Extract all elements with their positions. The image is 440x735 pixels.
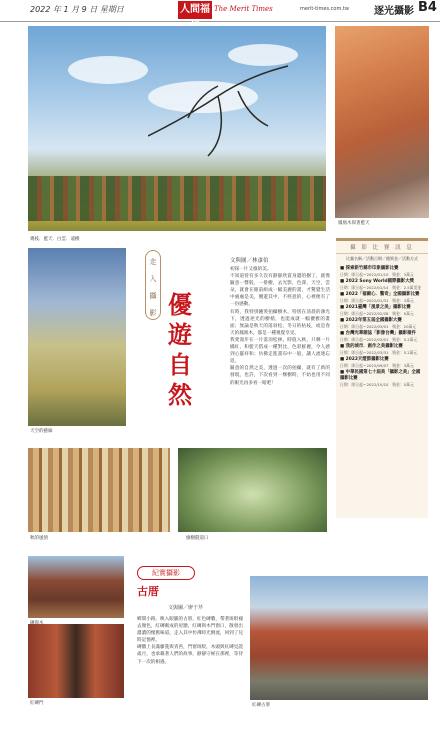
- contest-item: ■ 2022天燈節攝影比賽 日期：即日起～2022/09/07 獎金：3萬元: [340, 357, 414, 368]
- photo-landscape-trees: [28, 26, 326, 231]
- feature-title: 優遊自然: [168, 290, 192, 409]
- caption-tree-tunnel: 綠樹隧道口: [186, 536, 209, 541]
- photo-autumn-trees: [28, 448, 170, 532]
- caption-autumn: 秋的風情: [30, 536, 48, 541]
- contest-item: ■ 中華民國第七十屆美「攝影之美」全國攝影比賽 日期：即日起～2022/10/10 獎金：5萬元: [340, 370, 421, 387]
- panel-heading: 攝 影 比 賽 訊 息: [336, 241, 428, 254]
- tree-line: [28, 176, 326, 221]
- article-paragraph: 鄉間小路，映入眼簾的古厝，紅色磚牆，帶著斑駁褪去顏色，紅磚砌成的屋牆，紅磚與木門窗口，散發出濃濃的懷舊味道，走入其中彷彿時光倒流，回到了兒時記憶裡。: [137, 617, 243, 644]
- branches-illustration: [148, 56, 318, 166]
- contest-item: ■ 2022年第五屆全國攝影大賽 日期：即日起～2022/03/01 獎金：20萬元: [340, 318, 417, 329]
- contest-item: ■ 2022「福爾心．驚奇」全國攝影比賽 日期：即日起～2022/01/31 獎金：3萬元: [340, 292, 420, 303]
- feature-byline: 文與圖／林彥伯: [230, 258, 269, 264]
- caption-old-house: 紅磚古厝: [252, 703, 270, 708]
- website-address[interactable]: merit-times.com.tw: [300, 6, 349, 12]
- issue-date: 2022 年 1 月 9 日 星期日: [30, 5, 124, 14]
- caption-brick-door: 紅磚門: [30, 701, 44, 706]
- caption-landscape: 幾枝．藍天．白雲．遠樹: [30, 237, 80, 242]
- contest-item: ■ 探索新竹縣市印象攝影比賽 日期：即日起～2022/01/10 獎金：3萬元: [340, 266, 414, 277]
- article-paragraph: 磚牆上長滿藤蔓與青苔，門窗斑駁，木頭與紅磚見證歲月，也承載著人們的故事，靜靜守候在那裡，等待下一次的相遇。: [137, 645, 243, 665]
- article-byline: 文與圖／廖于芹: [168, 605, 204, 611]
- feature-title-block: [145, 250, 191, 436]
- photo-tree-tunnel: [178, 448, 327, 532]
- contest-info-panel: [336, 238, 428, 518]
- contest-item: ■ 我的城市．創作之美攝影比賽 日期：即日起～2022/03/31 獎金：5.2萬元: [340, 344, 418, 355]
- page-number: B4: [418, 0, 437, 15]
- feature-paragraph: 有時，我特別鍾愛拍攝樹木，特別在清晨的薄光下，透過逆光的樹梢，也能成就一幅優雅的畫面；無論是秋天的落羽松、冬日的枯枝，或是春天的鳳凰木，都是一種視覺享受。: [230, 309, 330, 336]
- article-title: 古厝: [137, 585, 159, 598]
- seal-stamp: 走 入 攝 影: [145, 250, 161, 320]
- caption-sky-gallery: 天空的藝廊: [30, 429, 53, 434]
- photo-sky-gallery: [28, 248, 126, 426]
- caption-flame-tree: 鳳凰木與著藍天: [338, 221, 370, 226]
- photo-old-house: [250, 576, 428, 700]
- photo-brick-wood: [28, 556, 124, 618]
- feature-paragraph: 我愛漫步在一片落羽松林，時值入秋，只剩一片橘紅，和藍天搭成一種對比，色彩鮮麗，令人感到心靈祥和；仿佛走進畫布中一般，讓人流連忘返。: [230, 337, 330, 365]
- photo-flame-tree: [335, 26, 429, 218]
- feature-paragraph: 初探一片又綠的美。: [230, 267, 272, 272]
- section-title: 逐光攝影: [374, 6, 414, 17]
- contest-item: ■ 台灣光華雜誌「影像台灣」攝影徵件 日期：即日起～2022/03/01 獎金：5.2萬元: [340, 331, 418, 342]
- feature-paragraph: 隨意的自然之美，透過一次的拍攝，就有了新的發現，也許，下次看到一棵樹時，不妨也用不同的眼光再多看一眼吧！: [230, 366, 330, 386]
- section-tag: 紀實攝影: [137, 566, 195, 580]
- contest-item: ■ 2022 Sony World國際攝影大獎 日期：即日起～2022/01/14 獎金：2.5萬美金: [340, 279, 422, 290]
- newspaper-logo[interactable]: 人間福: [178, 1, 212, 19]
- article-body: [137, 616, 243, 666]
- panel-subheading: 比賽名稱／活動日期／總獎金／活動方式: [346, 256, 418, 261]
- feature-paragraph: 不知道曾有多久沒有靜靜欣賞身邊的樹了，就像隨意一瞥般，一排樹，去光影，色澤，天空，雲朵，就會在眼前組成一幅美麗的畫，才驚覺生活中處處是美，優遊其中，不經意的，心裡便有了一份感動。: [230, 274, 330, 308]
- newspaper-logo-english: The Merit Times: [214, 5, 273, 13]
- contest-item: ■ 2021臺灣「風景之美」攝影比賽 日期：即日起～2022/02/28 獎金：5萬元: [340, 305, 414, 316]
- page-header: [0, 0, 440, 22]
- feature-body: [230, 266, 330, 387]
- photo-brick-door: [28, 624, 124, 698]
